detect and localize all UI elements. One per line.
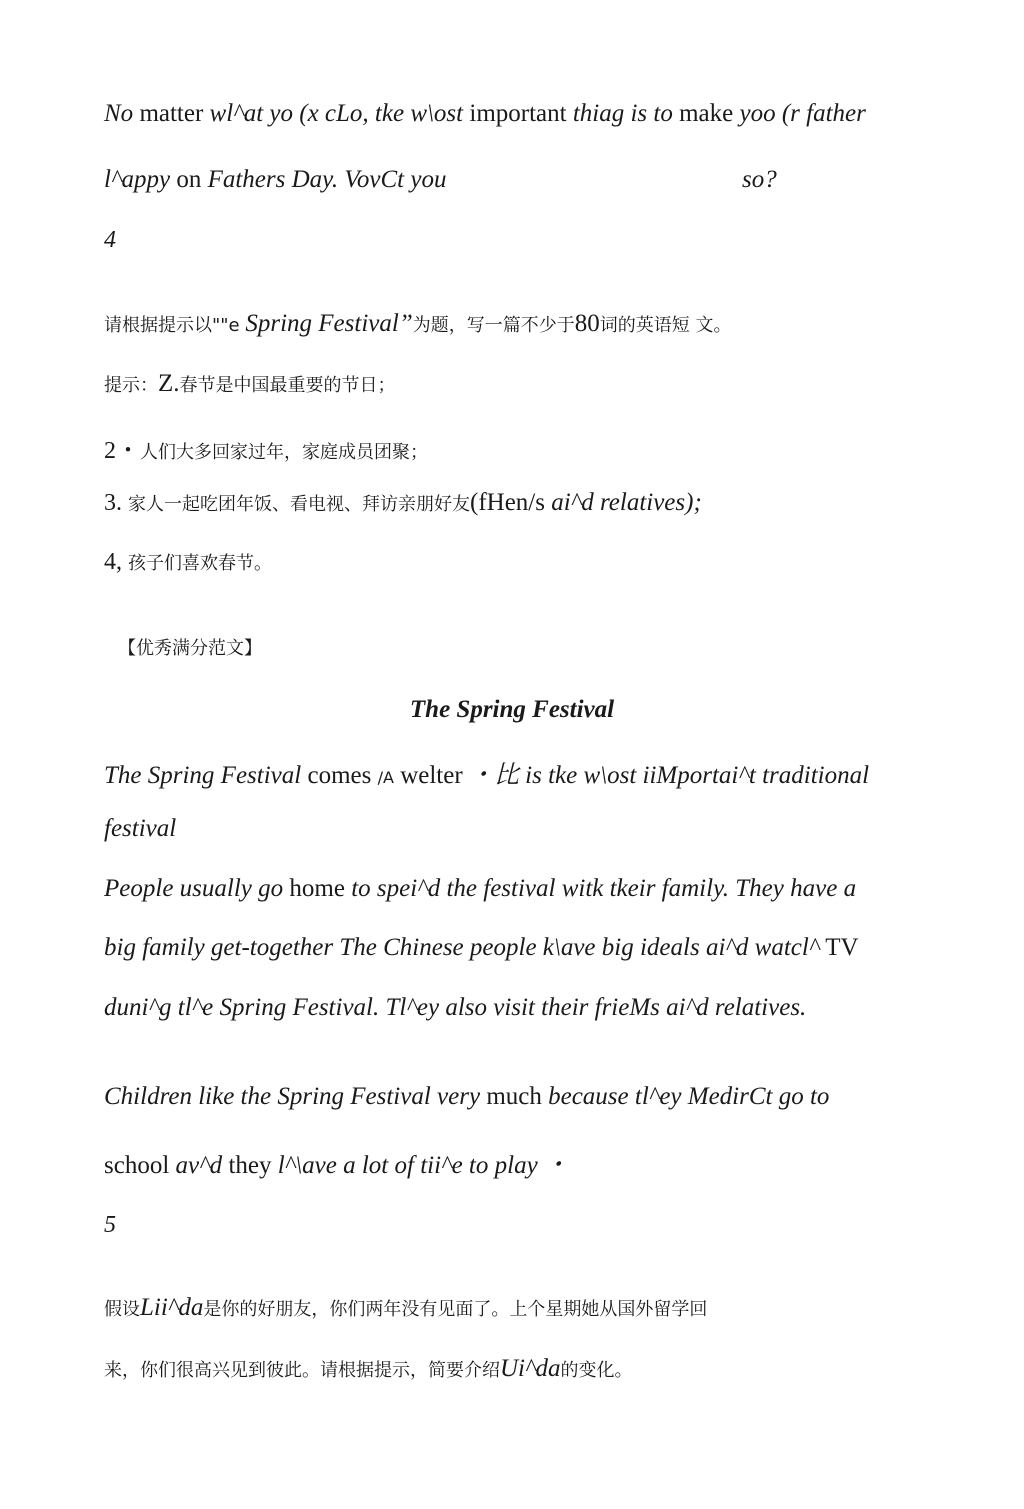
text-run: on: [170, 166, 208, 193]
question-number: 4: [104, 227, 116, 253]
essay-line: [104, 1145, 569, 1181]
essay-line: [104, 875, 856, 903]
text-run: No: [104, 100, 134, 127]
text-run: school: [104, 1152, 176, 1179]
text-run: welter: [393, 762, 469, 789]
text-run: 人们大多回家过年，家庭成员团聚；: [140, 442, 428, 463]
text-run: they: [222, 1152, 278, 1179]
text-run: av^d: [175, 1152, 223, 1179]
text-run: Ui^da: [500, 1355, 561, 1382]
hint-line: [104, 370, 396, 398]
text-run: thiag is to: [572, 100, 673, 127]
text-run: 的变化。: [560, 1360, 633, 1381]
text-run: ai^d relatives);: [551, 489, 702, 516]
essay-line: [104, 100, 866, 128]
sample-label: 【优秀满分范文】: [118, 638, 262, 659]
text-run: make: [672, 100, 740, 127]
question-number: 5: [104, 1212, 116, 1238]
text-run: Lii^da: [140, 1294, 204, 1321]
question-prompt: [104, 310, 731, 338]
text-run: 孩子们喜欢春节。: [128, 553, 272, 574]
text-run: 是你的好朋友，你们两年没有见面了。上个星期她从国外留学回: [203, 1299, 708, 1320]
text-run: ・: [537, 1152, 569, 1179]
text-run: l^\ave a lot of tii^e to play: [277, 1152, 538, 1179]
text-run: 为题，写一篇不少于: [412, 315, 575, 336]
text-run: yoo (r father: [739, 100, 866, 127]
text-run: People usually go: [104, 875, 284, 902]
text-run: 春节是中国最重要的节日；: [179, 375, 396, 396]
text-run: 80: [574, 310, 600, 337]
text-run: 假设: [104, 1299, 140, 1320]
text-run: Spring Festival”: [245, 310, 413, 337]
hint-point: [104, 549, 272, 576]
text-run: important: [463, 100, 573, 127]
text-run: Z.: [158, 370, 180, 397]
text-run: is tke w\ost iiMportai^t traditional: [518, 762, 870, 789]
point-number: 2・: [104, 438, 140, 464]
text-run: Children like the Spring Festival very: [104, 1083, 481, 1110]
essay-line: [104, 166, 446, 194]
text-run: comes: [301, 762, 378, 789]
text-run: The Spring Festival: [104, 762, 302, 789]
text-run: much: [480, 1083, 549, 1110]
text-run: because tl^ey MedirCt go to: [548, 1083, 830, 1110]
hint-point: [104, 489, 702, 517]
text-run: TV: [819, 934, 859, 961]
essay-line: festival: [104, 815, 177, 842]
text-run: (fHen/s: [470, 489, 552, 516]
text-run: 词的英语短 文。: [599, 315, 732, 336]
text-run: ・比: [468, 762, 519, 789]
text-run: /A: [377, 768, 394, 787]
text-run: wl^at yo (x cLo, tke w\ost: [209, 100, 464, 127]
text-run: l^appy: [104, 166, 171, 193]
text-run: matter: [133, 100, 210, 127]
text-run: big family get-together The Chinese people k\ave big ideals ai^d watcl^: [104, 934, 820, 961]
essay-line: [104, 1083, 829, 1111]
text-run: home: [283, 875, 352, 902]
text-run: 请根据提示以""e: [104, 315, 246, 336]
text-run: to spei^d the festival witk tkeir family. They have a: [351, 875, 857, 902]
question-prompt: [104, 1294, 707, 1322]
text-run: Fathers Day. VovCt you: [207, 166, 447, 193]
blank-suffix: so?: [742, 166, 777, 193]
text-run: 来，你们很高兴见到彼此。请根据提示，简要介绍: [104, 1360, 500, 1381]
question-prompt: [104, 1355, 633, 1383]
essay-line: [104, 934, 859, 962]
essay-title: The Spring Festival: [409, 696, 615, 723]
text-run: 提示：: [104, 375, 158, 396]
point-number: 3.: [104, 490, 128, 516]
text-run: 家人一起吃团年饭、看电视、拜访亲朋好友: [128, 494, 470, 515]
point-number: 4,: [104, 549, 128, 575]
hint-point: [104, 430, 428, 465]
essay-line: duni^g tl^e Spring Festival. Tl^ey also visit their frieMs ai^d relatives.: [104, 994, 807, 1021]
essay-line: [104, 755, 869, 791]
